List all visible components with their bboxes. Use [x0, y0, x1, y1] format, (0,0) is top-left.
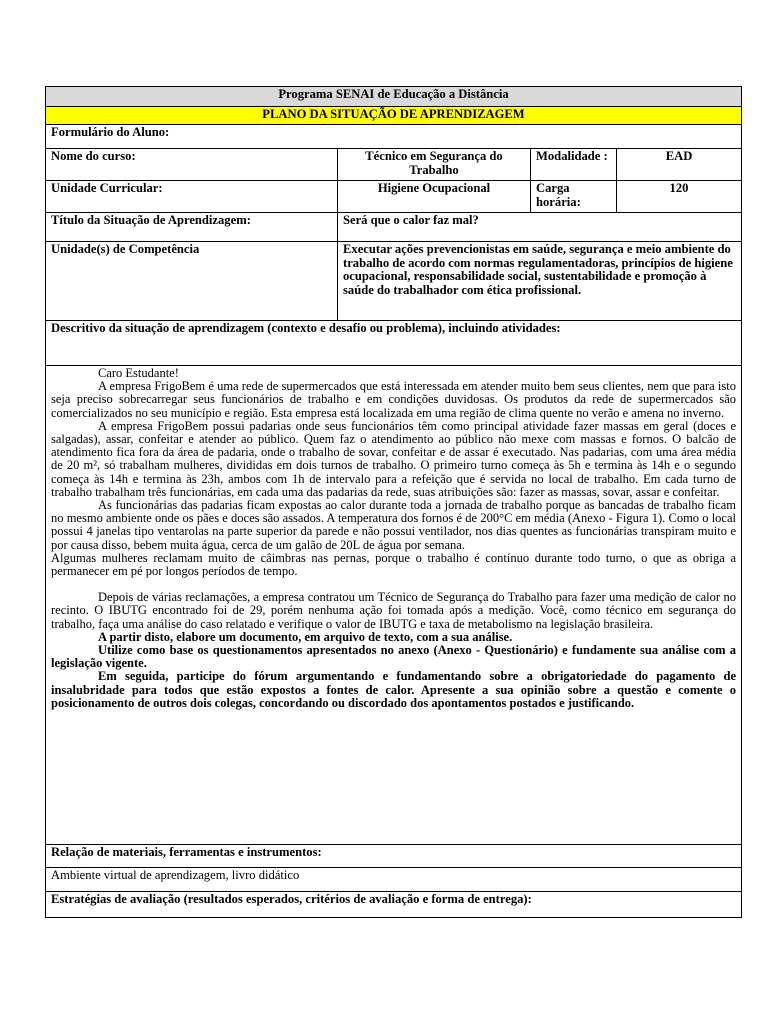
situation-title-value: Será que o calor faz mal? [338, 213, 742, 242]
paragraph-heat: As funcionárias das padarias ficam expostas ao calor durante toda a jornada de trabalho porque as bancadas de trabalho ficam no mesmo ambiente onde os pães e doces são assados. A temperatura dos fornos é de 200°C em média (Anexo - Figura 1). Como o local possui 4 janelas tipo ventarolas na parte superior da parede e não possui ventilador, nos dias quentes as funcionárias transpiram muito e por causa disso, bebem muita água, cerca de um galão de 20L de água por semana. [51, 498, 736, 552]
materials-value: Ambiente virtual de aprendizagem, livro didático [46, 868, 742, 892]
materials-value-row [46, 868, 742, 892]
paragraph-ibutg: Depois de várias reclamações, a empresa contratou um Técnico de Segurança do Trabalho para fazer uma medição de calor no recinto. O IBUTG encontrado foi de 29, porém nenhuma ação foi tomada após a medição. Você, como técnico em segurança do trabalho, faça uma análise do caso relatado e verifique o valor de IBUTG e taxa de metabolismo na legislação brasileira. [51, 590, 736, 631]
workload-value: 120 [617, 181, 742, 213]
evaluation-row [46, 892, 742, 918]
descriptive-label: Descritivo da situação de aprendizagem (contexto e desafio ou problema), incluindo atividades: [46, 321, 742, 366]
description-row [46, 366, 742, 845]
competence-row [46, 242, 742, 321]
situation-title-label: Título da Situação de Aprendizagem: [46, 213, 338, 242]
descriptive-label-row [46, 321, 742, 366]
course-name-value: Técnico em Segurança do Trabalho [338, 149, 531, 181]
materials-label: Relação de materiais, ferramentas e instrumentos: [46, 845, 742, 868]
plan-header-row [46, 107, 742, 125]
materials-label-row [46, 845, 742, 868]
instruction-forum: Em seguida, participe do fórum argumentando e fundamentando sobre a obrigatoriedade do pagamento de insalubridade para todos que estão expostos a fontes de calor. Apresente a sua opinião sobre a questão e comente o posicionamento de outros dois colegas, concordando ou discordado dos apontamentos postados e justificando. [51, 669, 736, 710]
student-form-label: Formulário do Aluno: [46, 125, 742, 149]
curricular-unit-label: Unidade Curricular: [46, 181, 338, 213]
form-label-row [46, 125, 742, 149]
instruction-annex: Utilize como base os questionamentos apresentados no anexo (Anexo - Questionário) e fundamente sua análise com a legislação vigente. [51, 643, 736, 671]
program-header-row [46, 87, 742, 107]
learning-plan-form [45, 86, 742, 918]
greeting: Caro Estudante! [98, 366, 179, 380]
course-name-row [46, 149, 742, 181]
plan-title: PLANO DA SITUAÇÃO DE APRENDIZAGEM [46, 107, 742, 125]
evaluation-label: Estratégias de avaliação (resultados esperados, critérios de avaliação e forma de entrega): [46, 892, 742, 918]
curricular-unit-row [46, 181, 742, 213]
instruction-document: A partir disto, elabore um documento, em arquivo de texto, com a sua análise. [98, 629, 513, 644]
paragraph-company: A empresa FrigoBem é uma rede de supermercados que está interessada em atender muito bem seus clientes, nem que para isto seja preciso sobrecarregar seus funcionários de trabalho e em condições duvidosas. Os produtos da rede de supermercados são comercializados no seu município e região. Esta empresa está localizada em uma região de clima quente no verão e amena no inverno. [51, 379, 736, 420]
workload-label: Carga horária: [531, 181, 617, 213]
situation-title-row [46, 213, 742, 242]
situation-description [46, 366, 742, 845]
modality-value: EAD [617, 149, 742, 181]
curricular-unit-value: Higiene Ocupacional [338, 181, 531, 213]
modality-label: Modalidade : [531, 149, 617, 181]
program-title: Programa SENAI de Educação a Distância [46, 87, 742, 107]
competence-label: Unidade(s) de Competência [46, 242, 338, 321]
course-name-label: Nome do curso: [46, 149, 338, 181]
paragraph-bakery: A empresa FrigoBem possui padarias onde seus funcionários têm como principal atividade fazer massas em geral (doces e salgadas), assar, confeitar e atender ao público. Quem faz o atendimento ao público não mexe com massas e fornos. O balcão de atendimento fica fora da área de padaria, onde o trabalho de sovar, confeitar e de assar é executado. Nas padarias, com uma área média de 20 m², só trabalham mulheres, divididas em dois turnos de trabalho. O primeiro turno começa às 5h e termina às 14h e o segundo começa às 14h e termina às 23h, ambos com 1h de intervalo para a refeição que é servida no local de trabalho. Em cada turno de trabalho trabalham três funcionárias, em cada uma das padarias da rede, suas atribuições são: fazer as massas, sovar, assar e confeitar. [51, 418, 736, 499]
competence-value: Executar ações prevencionistas em saúde, segurança e meio ambiente do trabalho de acordo com normas regulamentadoras, princípios de higiene ocupacional, responsabilidade social, sustentabilidade e promoção à saúde do trabalhador com ética profissional. [338, 242, 742, 321]
paragraph-cramps: Algumas mulheres reclamam muito de câimbras nas pernas, porque o trabalho é contínuo durante todo turno, o que as obriga a permanecer em pé por longos períodos de tempo. [51, 550, 736, 579]
